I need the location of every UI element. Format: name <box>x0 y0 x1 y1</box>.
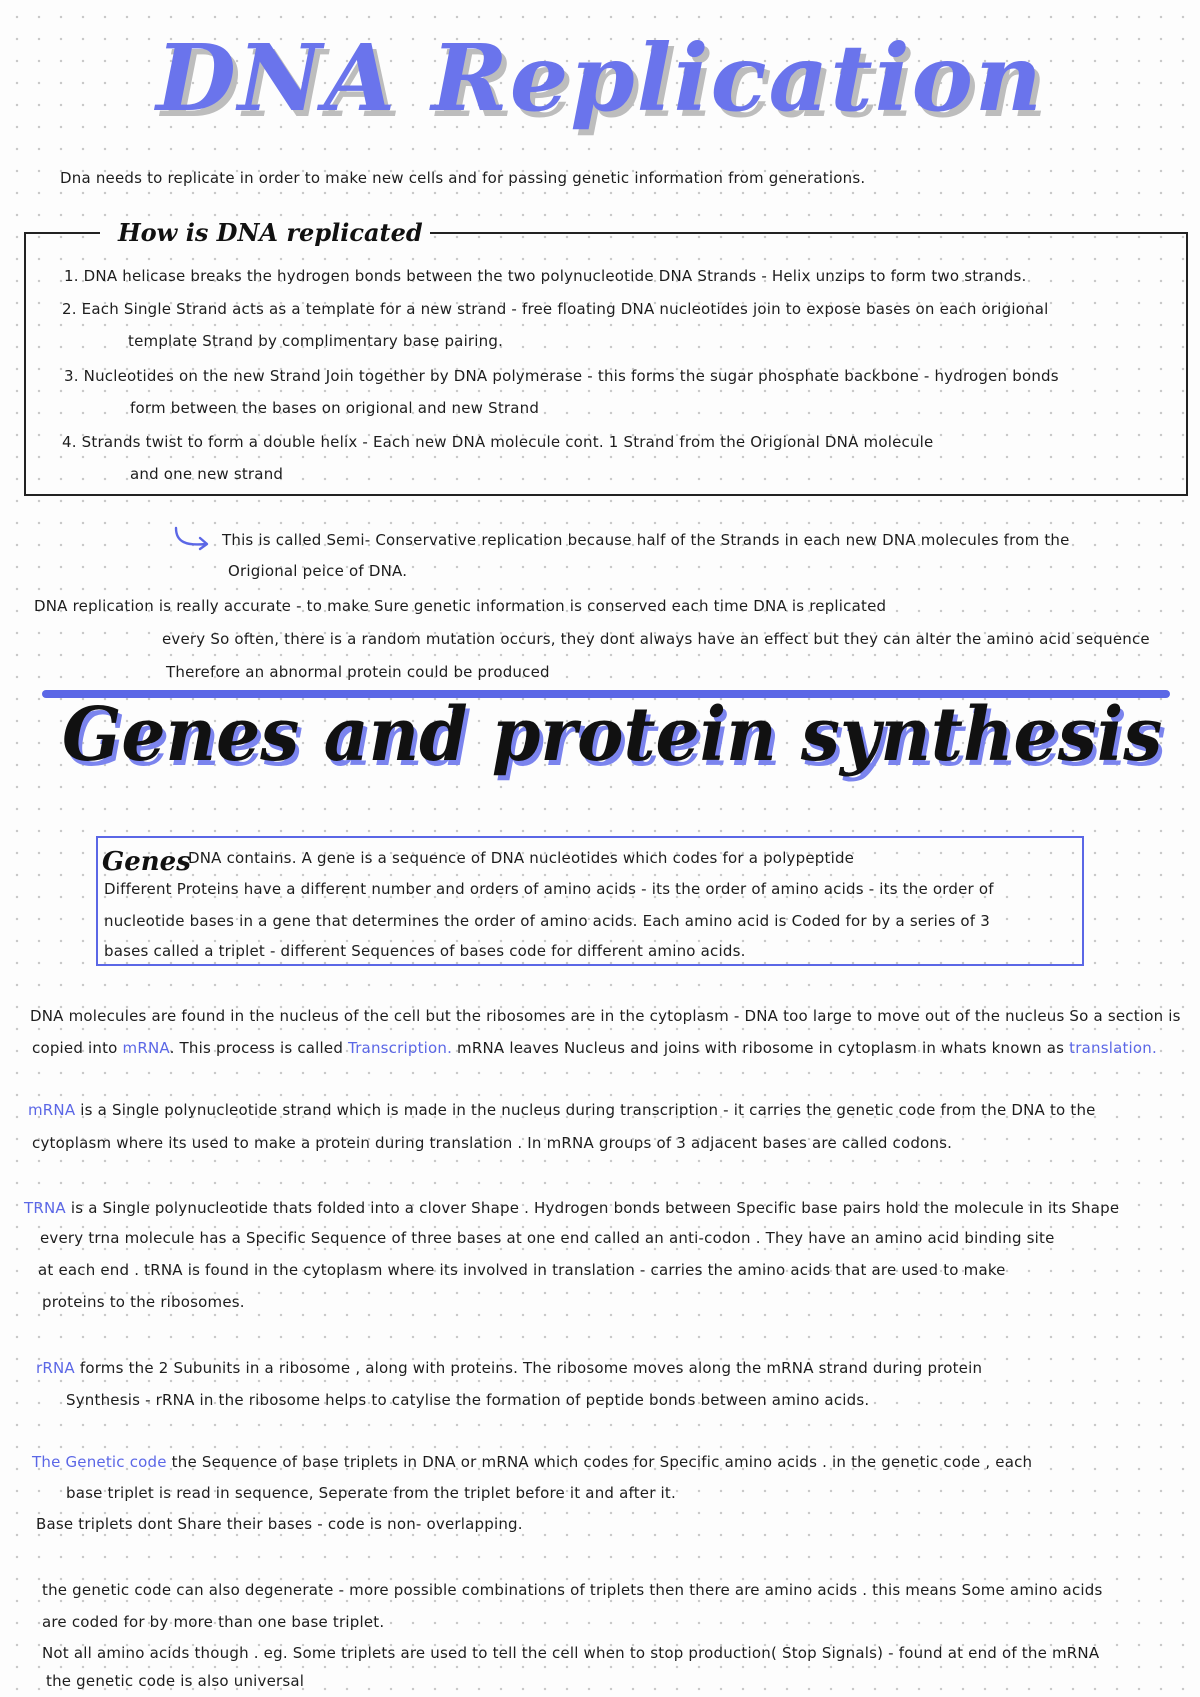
semi-conservative-line-1: This is called Semi- Conservative replication because half of the Strands in each new DNA molecules from the <box>222 531 1070 549</box>
replication-heading: How is DNA replicated <box>118 218 423 247</box>
step-2-cont: template Strand by complimentary base pairing. <box>128 332 504 350</box>
trna-line-3: at each end . tRNA is found in the cytoplasm where its involved in translation - carries the amino acids that are used to make <box>38 1261 1006 1279</box>
degenerate-line-3: Not all amino acids though . eg. Some triplets are used to tell the cell when to stop production( Stop Signals) - found at end of the mRNA <box>42 1644 1100 1662</box>
intro-text: Dna needs to replicate in order to make new cells and for passing genetic information from generations. <box>60 169 866 187</box>
trna-line-2: every trna molecule has a Specific Sequence of three bases at one end called an anti-codon . They have an amino acid binding site <box>40 1229 1055 1247</box>
genetic-code-text-1: the Sequence of base triplets in DNA or mRNA which codes for Specific amino acids . in the genetic code , each <box>166 1453 1033 1471</box>
accuracy-line-2: every So often, there is a random mutation occurs, they dont always have an effect but they can alter the amino acid sequence <box>162 630 1150 648</box>
genes-line-2: Different Proteins have a different number and orders of amino acids - its the order of amino acids - its the order of <box>104 880 994 898</box>
mrna-highlight: mRNA <box>122 1039 170 1057</box>
semi-conservative-line-2: Origional peice of DNA. <box>228 562 408 580</box>
mrna-text-1: is a Single polynucleotide strand which is made in the nucleus during transcription - it carries the genetic code from the DNA to the <box>75 1101 1096 1119</box>
rrna-line-1 <box>36 1360 982 1376</box>
step-4-cont: and one new strand <box>130 465 284 483</box>
transcription-highlight: Transcription. <box>348 1039 453 1057</box>
degenerate-line-1: the genetic code can also degenerate - more possible combinations of triplets then there are amino acids . this means Some amino acids <box>42 1581 1103 1599</box>
genes-line-3: nucleotide bases in a gene that determines the order of amino acids. Each amino acid is Coded for by a series of 3 <box>104 912 990 930</box>
genes-line-1: DNA contains. A gene is a sequence of DNA nucleotides which codes for a polypeptide <box>188 849 855 867</box>
mrna-line-1 <box>28 1102 1096 1118</box>
rrna-term: rRNA <box>36 1359 75 1377</box>
degenerate-line-2: are coded for by more than one base triplet. <box>42 1613 385 1631</box>
step-2: 2. Each Single Strand acts as a template for a new strand - free floating DNA nucleotides join to expose bases on each origional <box>62 300 1049 318</box>
genetic-code-line-1 <box>32 1454 1032 1470</box>
step-3-cont: form between the bases on origional and new Strand <box>130 399 540 417</box>
genetic-code-line-2: base triplet is read in sequence, Seperate from the triplet before it and after it. <box>66 1484 676 1502</box>
transcription-text-c: mRNA leaves Nucleus and joins with ribosome in cytoplasm in whats known as <box>452 1039 1070 1057</box>
transcription-line-2 <box>32 1040 1157 1056</box>
transcription-text-b: . This process is called <box>169 1039 349 1057</box>
trna-line-4: proteins to the ribosomes. <box>42 1293 245 1311</box>
page-title: DNA Replication <box>156 24 1044 132</box>
step-3: 3. Nucleotides on the new Strand Join together by DNA polymerase - this forms the sugar phosphate backbone - hydrogen bonds <box>64 367 1059 385</box>
trna-text-1: is a Single polynucleotide thats folded into a clover Shape . Hydrogen bonds between Specific base pairs hold the molecule in its Shape <box>65 1199 1120 1217</box>
transcription-line-1: DNA molecules are found in the nucleus of the cell but the ribosomes are in the cytoplasm - DNA too large to move out of the nucleus So a section is <box>30 1007 1181 1025</box>
mrna-term: mRNA <box>28 1101 76 1119</box>
rrna-text-1: forms the 2 Subunits in a ribosome , along with proteins. The ribosome moves along the mRNA strand during protein <box>74 1359 983 1377</box>
step-4: 4. Strands twist to form a double helix - Each new DNA molecule cont. 1 Strand from the Origional DNA molecule <box>62 433 934 451</box>
degenerate-line-4: the genetic code is also universal <box>46 1672 305 1690</box>
curved-arrow-icon <box>172 526 214 554</box>
translation-highlight: translation. <box>1069 1039 1157 1057</box>
accuracy-line-1: DNA replication is really accurate - to make Sure genetic information is conserved each time DNA is replicated <box>34 597 887 615</box>
accuracy-line-3: Therefore an abnormal protein could be produced <box>166 663 550 681</box>
rrna-line-2: Synthesis - rRNA in the ribosome helps to catylise the formation of peptide bonds between amino acids. <box>66 1391 870 1409</box>
genes-word: Genes <box>102 847 191 877</box>
trna-line-1 <box>24 1200 1119 1216</box>
mrna-line-2: cytoplasm where its used to make a protein during translation . In mRNA groups of 3 adjacent bases are called codons. <box>32 1134 953 1152</box>
genetic-code-term: The Genetic code <box>32 1453 167 1471</box>
section-title-genes: Genes and protein synthesis <box>62 692 1163 778</box>
transcription-text-a: copied into <box>32 1039 123 1057</box>
genetic-code-line-3: Base triplets dont Share their bases - code is non- overlapping. <box>36 1515 523 1533</box>
genes-line-4: bases called a triplet - different Sequences of bases code for different amino acids. <box>104 942 746 960</box>
step-1: 1. DNA helicase breaks the hydrogen bonds between the two polynucleotide DNA Strands - Helix unzips to form two strands. <box>64 267 1027 285</box>
trna-term: TRNA <box>24 1199 66 1217</box>
